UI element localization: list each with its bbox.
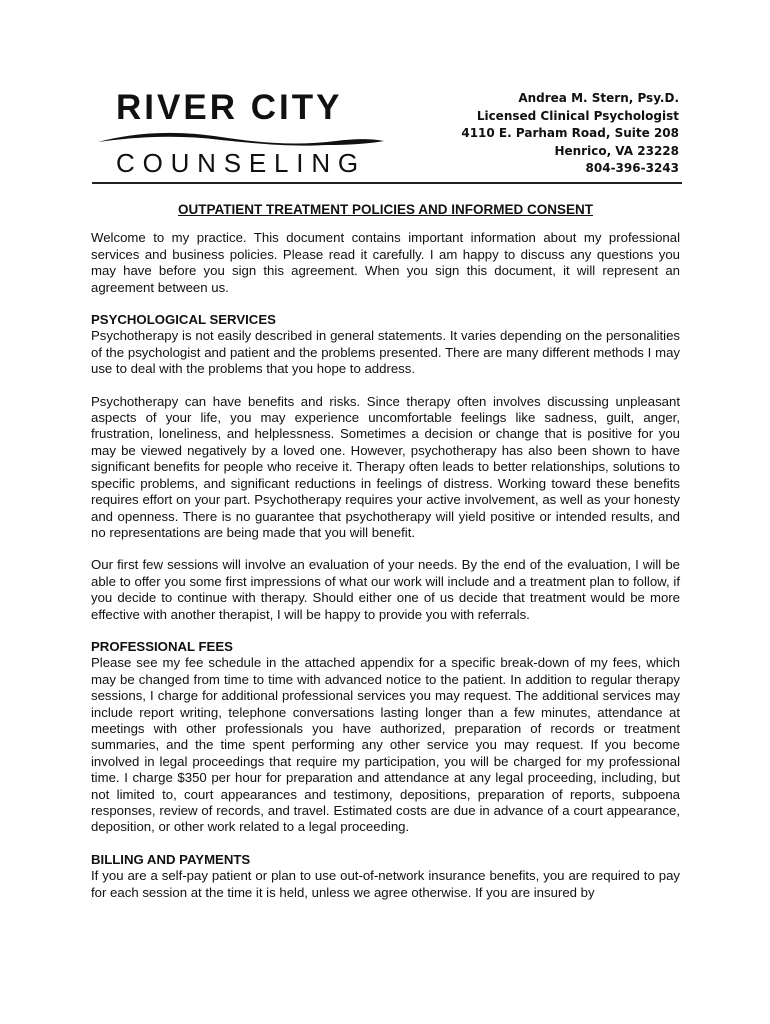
- section-heading: BILLING AND PAYMENTS: [91, 851, 251, 867]
- section-professional-fees: [91, 639, 680, 836]
- paragraph: If you are a self-pay patient or plan to use out-of-network insurance benefits, you are required to pay for each session at the time it is held, unless we agree otherwise. If you are insured by: [91, 868, 680, 900]
- river-city-counseling-logo: [96, 88, 386, 178]
- paragraph: Psychotherapy can have benefits and risks. Since therapy often involves discussing unpleasant aspects of your life, you may experience uncomfortable feelings like sadness, guilt, anger, frustration, loneliness, and helplessness. Sometimes a decision or change that is positive for you may be viewed negatively by a loved one. However, psychotherapy has also been shown to have significant benefits for people who receive it. Therapy often leads to better relationships, solutions to specific problems, and significant reductions in feelings of distress. Working toward these benefits requires effort on your part. Psychotherapy requires your active involvement, as well as your honesty and openness. There is no guarantee that psychotherapy will yield positive or intended results, and no representations are being made that you will benefit.: [91, 393, 680, 540]
- contact-block: [461, 90, 679, 178]
- logo-subtitle: COUNSELING: [116, 148, 366, 178]
- psychologist-credential: Licensed Clinical Psychologist: [476, 108, 679, 123]
- street-address: 4110 E. Parham Road, Suite 208: [461, 126, 679, 140]
- phone-number: 804-396-3243: [585, 161, 679, 175]
- logo-title: RIVER CITY: [116, 88, 343, 127]
- paragraph: Our first few sessions will involve an evaluation of your needs. By the end of the evaluation, I will be able to offer you some first impressions of what our work will include and a treatment plan to follow, if you decide to continue with therapy. Should either one of us decide that treatment would be more effective with another therapist, I will be happy to provide you with referrals.: [91, 557, 680, 622]
- document-title: OUTPATIENT TREATMENT POLICIES AND INFORMED CONSENT: [178, 202, 593, 217]
- psychologist-name: Andrea M. Stern, Psy.D.: [518, 91, 679, 105]
- document-body: [91, 202, 680, 917]
- section-psychological-services: [91, 312, 680, 623]
- section-heading: PSYCHOLOGICAL SERVICES: [91, 312, 276, 328]
- intro-paragraph: Welcome to my practice. This document contains important information about my professional services and business policies. Please read it carefully. I am happy to discuss any questions you may have before you sign this agreement. When you sign this document, it will represent an agreement between us.: [91, 230, 680, 295]
- paragraph: Psychotherapy is not easily described in general statements. It varies depending on the personalities of the psychologist and patient and the problems presented. There are many different methods I may use to deal with the problems that you hope to address.: [91, 328, 680, 377]
- section-heading: PROFESSIONAL FEES: [91, 638, 233, 654]
- section-billing-and-payments: [91, 852, 680, 901]
- logo-wave-icon: [96, 126, 386, 150]
- paragraph: Please see my fee schedule in the attached appendix for a specific break-down of my fees, which may be changed from time to time with advanced notice to the patient. In addition to regular therapy sessions, I charge for additional professional services you may request. The additional services may include report writing, telephone conversations lasting longer than a few minutes, attendance at meetings with other professionals you have authorized, preparation of records or treatment summaries, and the time spent performing any other service you may request. If you become involved in legal proceedings that require my participation, you will be charged for my professional time. I charge $350 per hour for preparation and attendance at any legal proceeding, including, but not limited to, court appearances and testimony, depositions, preparation of reports, subpoena responses, review of records, and travel. Estimated costs are due in advance of a court appearance, deposition, or other work related to a legal proceeding.: [91, 655, 680, 835]
- city-state-zip: Henrico, VA 23228: [554, 143, 679, 158]
- header-divider: [92, 182, 682, 184]
